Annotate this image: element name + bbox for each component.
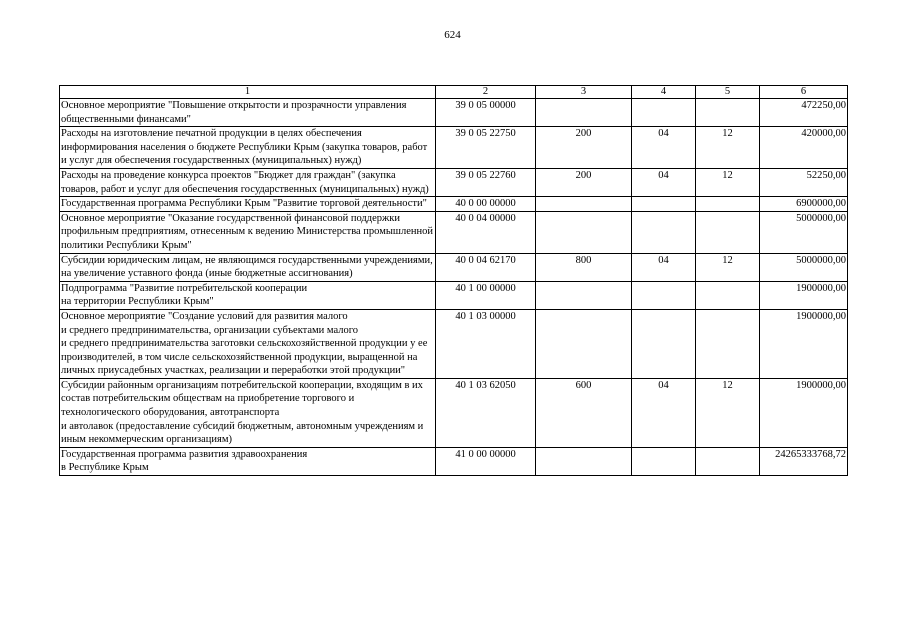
table-row <box>60 447 848 475</box>
row-amount: 1900000,00 <box>760 309 848 378</box>
table-row <box>60 281 848 309</box>
table-row <box>60 309 848 378</box>
header-col-4: 4 <box>632 86 696 99</box>
row-subsection <box>696 211 760 253</box>
row-section: 04 <box>632 127 696 169</box>
row-amount: 420000,00 <box>760 127 848 169</box>
row-section <box>632 281 696 309</box>
row-section <box>632 197 696 212</box>
row-expense-type: 200 <box>536 168 632 196</box>
header-col-5: 5 <box>696 86 760 99</box>
table-row <box>60 211 848 253</box>
row-name: Основное мероприятие "Создание условий для развития малого и среднего предпринимательства, организации субъектами малого и среднего предпринимательства заготовки сельскохозяйственной продукции у ее производителей, в том числе сельскохозяйственной продукции, выращенной на личных приусадебных участках, реализации и переработки этой продукции" <box>60 309 436 378</box>
row-name: Государственная программа Республики Крым "Развитие торговой деятельности" <box>60 197 436 212</box>
page-number: 624 <box>444 29 461 41</box>
row-subsection: 12 <box>696 378 760 447</box>
table-body <box>60 99 848 476</box>
row-amount: 6900000,00 <box>760 197 848 212</box>
row-name: Расходы на изготовление печатной продукции в целях обеспечения информирования населения о бюджете Республики Крым (закупка товаров, работ и услуг для обеспечения государственных (муниципальных) нужд) <box>60 127 436 169</box>
row-subsection <box>696 447 760 475</box>
row-expense-type: 800 <box>536 253 632 281</box>
row-target-code: 40 1 00 00000 <box>436 281 536 309</box>
table-row <box>60 127 848 169</box>
row-name: Подпрограмма "Развитие потребительской кооперации на территории Республики Крым" <box>60 281 436 309</box>
row-amount: 472250,00 <box>760 99 848 127</box>
row-name: Субсидии юридическим лицам, не являющимся государственными учреждениями, на увеличение уставного фонда (иные бюджетные ассигнования) <box>60 253 436 281</box>
row-name: Основное мероприятие "Повышение открытости и прозрачности управления общественными финансами" <box>60 99 436 127</box>
row-expense-type <box>536 197 632 212</box>
row-name: Государственная программа развития здравоохранения в Республике Крым <box>60 447 436 475</box>
row-section: 04 <box>632 378 696 447</box>
row-target-code: 40 0 00 00000 <box>436 197 536 212</box>
row-subsection <box>696 309 760 378</box>
header-col-6: 6 <box>760 86 848 99</box>
header-col-3: 3 <box>536 86 632 99</box>
header-row <box>60 86 848 99</box>
table-row <box>60 378 848 447</box>
table-row <box>60 168 848 196</box>
row-target-code: 39 0 05 22750 <box>436 127 536 169</box>
row-expense-type: 600 <box>536 378 632 447</box>
row-target-code: 41 0 00 00000 <box>436 447 536 475</box>
row-expense-type <box>536 281 632 309</box>
row-amount: 1900000,00 <box>760 281 848 309</box>
budget-table <box>59 85 848 476</box>
header-col-2: 2 <box>436 86 536 99</box>
row-section <box>632 99 696 127</box>
row-expense-type <box>536 99 632 127</box>
row-target-code: 40 0 04 00000 <box>436 211 536 253</box>
row-name: Субсидии районным организациям потребительской кооперации, входящим в их состав потребительским обществам на приобретение торгового и технологического оборудования, автотранспорта и автолавок (предоставление субсидий бюджетным, автономным учреждениям и иным некоммерческим организациям) <box>60 378 436 447</box>
row-subsection: 12 <box>696 253 760 281</box>
row-expense-type <box>536 447 632 475</box>
row-amount: 52250,00 <box>760 168 848 196</box>
header-col-1: 1 <box>60 86 436 99</box>
row-section <box>632 211 696 253</box>
row-amount: 5000000,00 <box>760 253 848 281</box>
row-section <box>632 447 696 475</box>
row-subsection: 12 <box>696 168 760 196</box>
row-target-code: 40 1 03 00000 <box>436 309 536 378</box>
table-row <box>60 99 848 127</box>
row-expense-type: 200 <box>536 127 632 169</box>
table-row <box>60 253 848 281</box>
row-expense-type <box>536 211 632 253</box>
row-amount: 5000000,00 <box>760 211 848 253</box>
row-section: 04 <box>632 168 696 196</box>
row-target-code: 40 1 03 62050 <box>436 378 536 447</box>
table-row <box>60 197 848 212</box>
row-target-code: 40 0 04 62170 <box>436 253 536 281</box>
row-expense-type <box>536 309 632 378</box>
row-target-code: 39 0 05 00000 <box>436 99 536 127</box>
row-target-code: 39 0 05 22760 <box>436 168 536 196</box>
row-section: 04 <box>632 253 696 281</box>
row-subsection <box>696 281 760 309</box>
row-name: Основное мероприятие "Оказание государственной финансовой поддержки профильным предприятиям, отнесенным к ведению Министерства промышленной политики Республики Крым" <box>60 211 436 253</box>
row-section <box>632 309 696 378</box>
row-subsection: 12 <box>696 127 760 169</box>
row-amount: 24265333768,72 <box>760 447 848 475</box>
row-name: Расходы на проведение конкурса проектов "Бюджет для граждан" (закупка товаров, работ и услуг для обеспечения государственных (муниципальных) нужд) <box>60 168 436 196</box>
row-subsection <box>696 99 760 127</box>
row-amount: 1900000,00 <box>760 378 848 447</box>
row-subsection <box>696 197 760 212</box>
